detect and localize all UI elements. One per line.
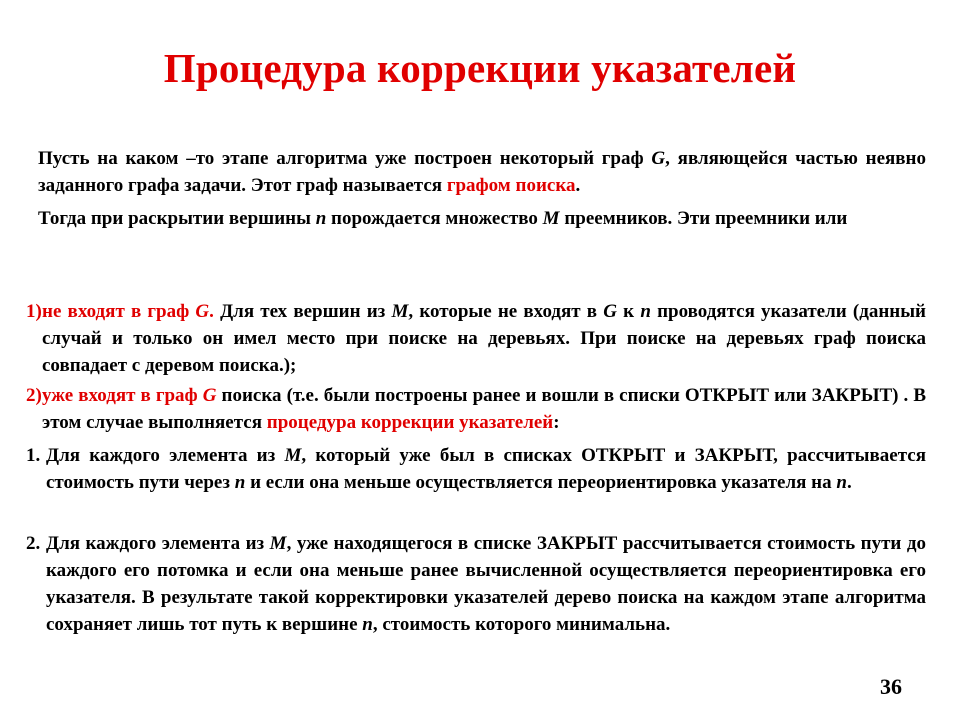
search-graph-term: графом поиска <box>446 175 576 196</box>
list-item-2 <box>26 382 926 438</box>
list-item-number: 1. <box>26 445 41 466</box>
list-item-4 <box>26 530 926 666</box>
list-item-text: уже входят в граф G поиска (т.е. были построены ранее и вошли в списки ОТКРЫТ или ЗАКРЫТ) . В этом случае выполняется процедура коррекции указателей: <box>42 385 926 433</box>
list-item-text: Для каждого элемента из M, который уже был в списках ОТКРЫТ и ЗАКРЫТ, рассчитывается стоимость пути через n и если она меньше осуществляется переориентировка указателя на n. <box>46 445 926 493</box>
list-item-text: Для каждого элемента из M, уже находящегося в списке ЗАКРЫТ рассчитывается стоимость пути до каждого его потомка и если она меньше ранее вычисленной осуществляется переориентировка его указателя. В результате такой корректировки указателей дерево поиска на каждом этапе алгоритма сохраняет лишь тот путь к вершине n, стоимость которого минимальна. <box>46 533 926 635</box>
list-item-3 <box>26 442 926 524</box>
list-item-text: не входят в граф G. Для тех вершин из M, которые не входят в G к n проводятся указатели (данный случай и только он имел место при поиске на деревьях. При поиске на деревьях граф поиска совпадает с деревом поиска.); <box>42 301 927 376</box>
intro-paragraph-1: Пусть на каком –то этапе алгоритма уже построен некоторый граф G, являющейся частью неявно заданного графа задачи. Этот граф называется графом поиска. <box>38 148 926 196</box>
list-item-1 <box>26 298 926 380</box>
list-item-number: 1) <box>26 301 42 322</box>
list-item-number: 2. <box>26 533 41 554</box>
list-item-number: 2) <box>26 385 42 406</box>
page-number: 36 <box>880 674 902 699</box>
procedure-term: процедура коррекции указателей <box>266 412 554 433</box>
slide-title: Процедура коррекции указателей <box>163 45 797 91</box>
intro-paragraph-2: Тогда при раскрытии вершины n порождается множество M преемников. Эти преемники или <box>38 208 848 229</box>
